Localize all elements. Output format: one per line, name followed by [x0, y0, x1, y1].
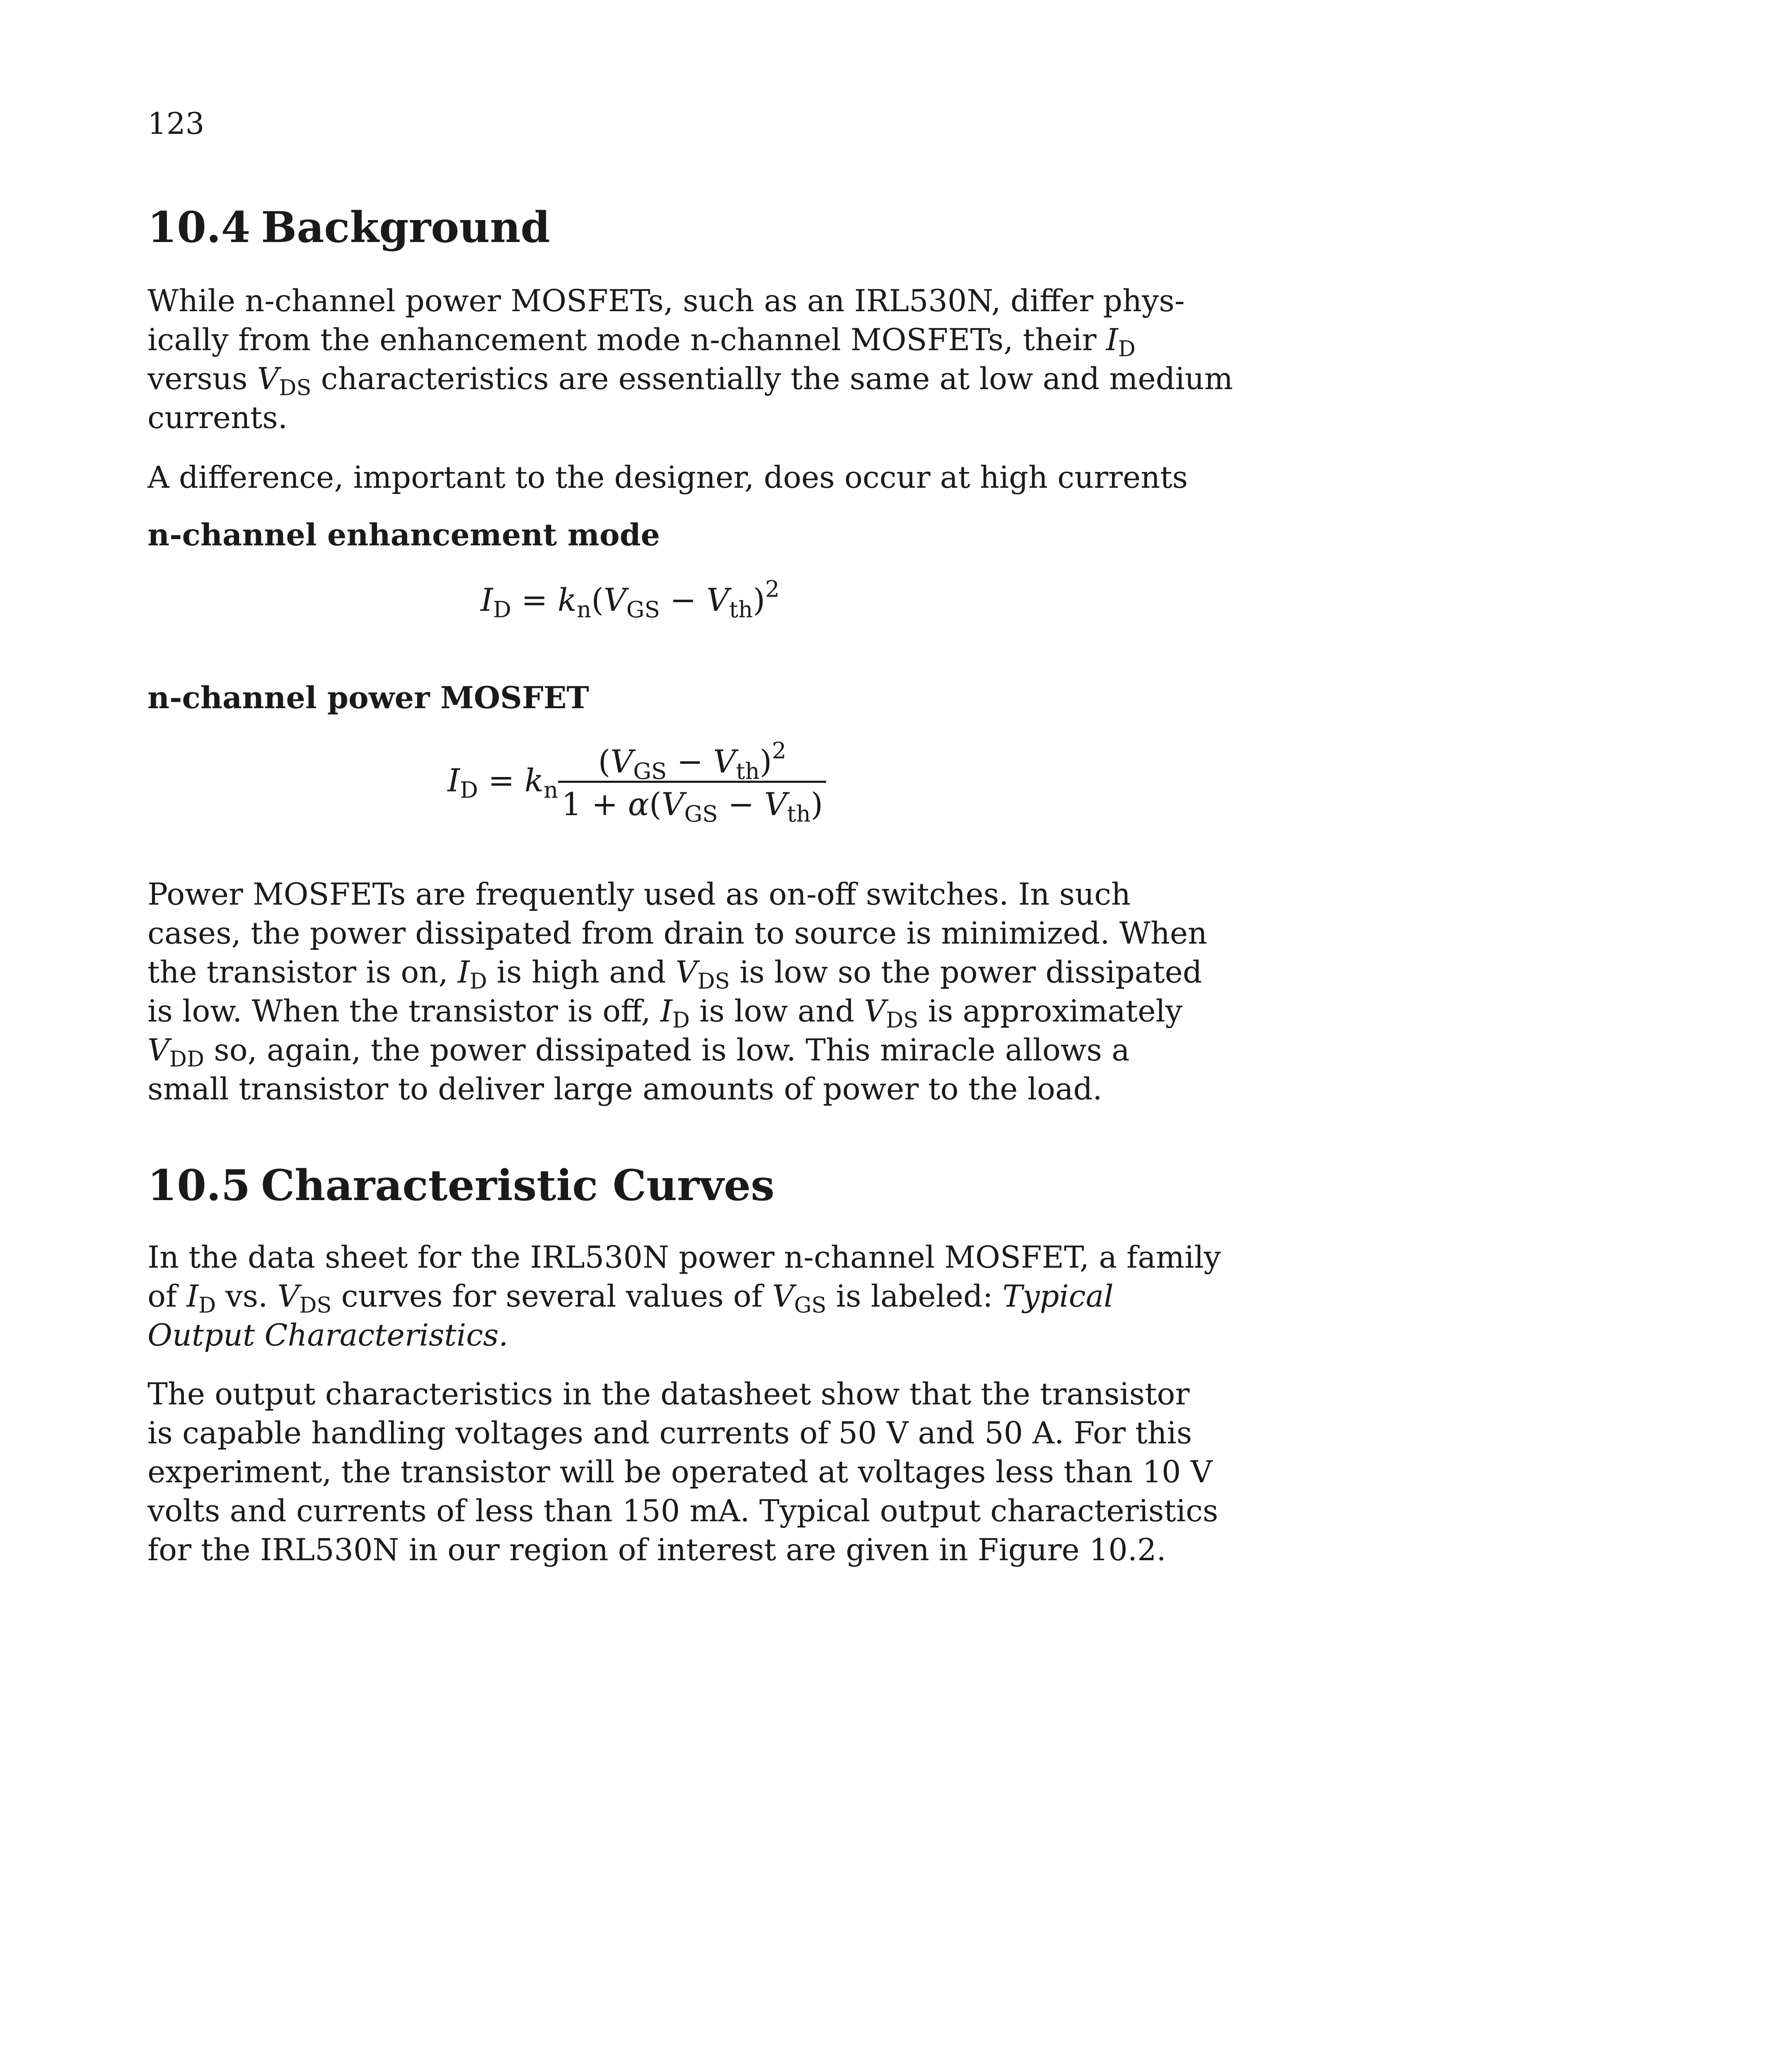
section-heading-background [147, 203, 550, 252]
paragraph-difference [147, 458, 1188, 497]
text-line: A difference, important to the designer, does occur at high currents [147, 460, 1188, 495]
paragraph-switches [147, 875, 1207, 1109]
section-number: 10.4 [147, 203, 251, 252]
fraction-numerator: $(V_{GS} - V_{th})^2$ [558, 746, 826, 783]
label-power-mosfet: n-channel power MOSFET [147, 680, 589, 716]
section-title: Background [261, 203, 550, 252]
text-line: cases, the power dissipated from drain to source is minimized. When [147, 916, 1207, 951]
paragraph-datasheet [147, 1238, 1221, 1355]
fraction [558, 737, 826, 827]
section-heading-characteristic-curves [147, 1161, 775, 1210]
section-title: Characteristic Curves [261, 1161, 775, 1210]
fraction-denominator: $1 + \alpha(V_{GS} - V_{th})$ [561, 786, 823, 827]
text-line: Output Characteristics. [147, 1318, 508, 1353]
text-line: for the IRL530N in our region of interest are given in Figure 10.2. [147, 1532, 1166, 1568]
page-number: 123 [147, 106, 205, 141]
text-line: The output characteristics in the datasheet show that the transistor [147, 1377, 1190, 1412]
text-line: versus $V_{DS}$ characteristics are essentially the same at low and medium [147, 361, 1233, 401]
text-line: the transistor is on, $I_D$ is high and $V_{DS}$ is low so the power dissipated [147, 955, 1202, 994]
equation-power-mosfet: $I_D = k_n$ $\frac{(V_{GS} - V_{th})^2}{1 + \alpha(V_{GS} - V_{th})}$ [447, 746, 826, 820]
equation-enhancement: $I_D = k_n(V_{GS} - V_{th})^2$ [481, 576, 780, 623]
text-line: While n-channel power MOSFETs, such as an IRL530N, differ phys- [147, 283, 1185, 319]
text-line: In the data sheet for the IRL530N power n-channel MOSFET, a family [147, 1240, 1221, 1275]
text-line: is low. When the transistor is off, $I_D$ is low and $V_{DS}$ is approximately [147, 994, 1182, 1033]
text-line: currents. [147, 400, 288, 436]
text-line: small transistor to deliver large amounts of power to the load. [147, 1072, 1102, 1107]
section-number: 10.5 [147, 1161, 251, 1210]
text-line: ically from the enhancement mode n-channel MOSFETs, their $I_D$ [147, 322, 1136, 362]
text-line: volts and currents of less than 150 mA. Typical output characteristics [147, 1493, 1218, 1529]
text-line: of $I_D$ vs. $V_{DS}$ curves for several values of $V_{GS}$ is labeled: Typical [147, 1279, 1114, 1318]
paragraph-output-characteristics [147, 1375, 1218, 1570]
paragraph-intro [147, 282, 1233, 438]
label-enhancement-mode: n-channel enhancement mode [147, 517, 660, 553]
text-line: experiment, the transistor will be operated at voltages less than 10 V [147, 1455, 1213, 1490]
text-line: Power MOSFETs are frequently used as on-off switches. In such [147, 877, 1131, 912]
text-line: $V_{DD}$ so, again, the power dissipated is low. This miracle allows a [147, 1033, 1130, 1072]
text-line: is capable handling voltages and currents of 50 V and 50 A. For this [147, 1416, 1192, 1451]
